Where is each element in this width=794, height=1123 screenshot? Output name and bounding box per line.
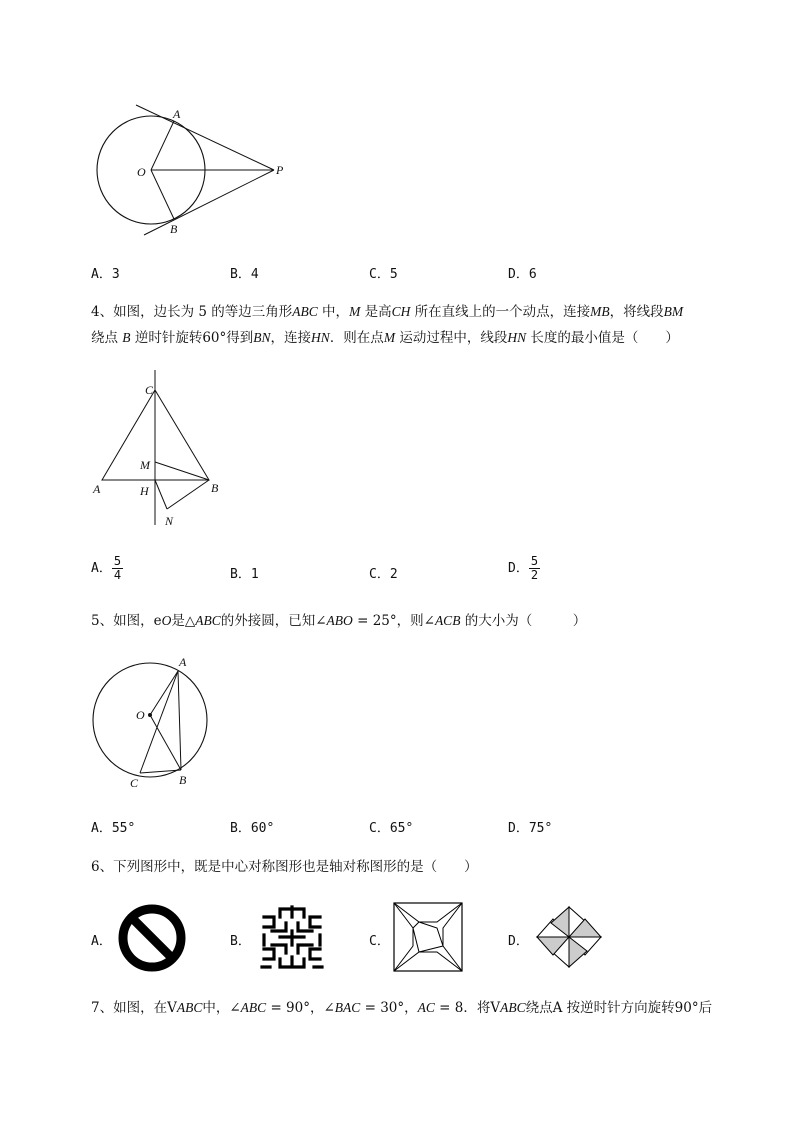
q4-label-b: B: [211, 481, 219, 495]
q5-option-d[interactable]: D．75°: [508, 821, 553, 836]
q5-label-a: A: [179, 655, 187, 669]
q4-label-h: H: [140, 484, 149, 498]
q5-label-o: O: [136, 708, 145, 722]
q6-stem: 6、下列图形中，既是中心对称图形也是轴对称图形的是（ ）: [91, 859, 478, 875]
q5-segment-ab: [178, 671, 181, 770]
q6-option-a[interactable]: A．: [91, 934, 112, 949]
q4-segment-hn: [155, 480, 167, 509]
q3-option-a[interactable]: A．3: [91, 267, 120, 282]
q4-label-m: M: [140, 458, 150, 472]
q5-center-dot: [148, 713, 152, 717]
q4-option-c[interactable]: C．2: [369, 567, 398, 582]
q3-option-b[interactable]: B．4: [230, 267, 259, 282]
q6-option-c[interactable]: C．: [369, 934, 390, 949]
q3-option-c[interactable]: C．5: [369, 267, 398, 282]
q4-option-d[interactable]: D． $\frac{5}{2}$: [508, 554, 539, 582]
q4-segment-mb: [155, 462, 209, 480]
q6-option-a-no-symbol-icon[interactable]: [117, 903, 187, 973]
q4-option-a-fraction: $\frac{5}{4}$: [113, 554, 122, 582]
q4-segment-bn: [167, 480, 209, 509]
q5-option-c[interactable]: C．65°: [369, 821, 414, 836]
q3-figure: [80, 100, 310, 250]
q4-label-a: A: [93, 482, 101, 496]
q3-segment-oa: [151, 121, 174, 170]
q4-option-d-fraction: $\frac{5}{2}$: [530, 554, 539, 582]
q4-option-b[interactable]: B．1: [230, 567, 259, 582]
q3-tangent-a: [136, 105, 274, 170]
q5-segment-ob: [150, 715, 181, 770]
q6-option-d[interactable]: D．: [508, 934, 529, 949]
q5-figure: [85, 652, 225, 790]
q3-label-a: A: [173, 107, 181, 121]
q3-tangent-b: [144, 170, 274, 235]
q6-option-b-maze-pattern-icon[interactable]: [260, 905, 324, 971]
q4-label-c: C: [145, 383, 154, 397]
q5-label-c: C: [130, 776, 139, 790]
q6-option-d-windmill-icon[interactable]: [535, 905, 603, 969]
q5-circle: [93, 663, 207, 777]
q7-stem: 7、如图，在VABC中，∠ABC = 90°，∠BAC = 30°，AC = 8．将VABC绕点A 按逆时针方向旋转90°后: [91, 1000, 713, 1016]
q3-option-d[interactable]: D．6: [508, 267, 537, 282]
q3-label-p: P: [276, 163, 284, 177]
q3-segment-ob: [151, 170, 174, 219]
q4-stem-line2: 绕点 B 逆时针旋转60°得到BN，连接HN．则在点M 运动过程中，线段HN 长度的最小值是（ ）: [91, 330, 679, 346]
q5-stem: 5、如图，eO是△ABC的外接圆，已知∠ABO = 25°，则∠ACB 的大小为（ ）: [91, 613, 587, 629]
q5-label-b: B: [179, 773, 187, 787]
q4-figure: [85, 368, 235, 533]
q6-option-c-pinwheel-square-icon[interactable]: [393, 902, 463, 972]
q5-option-b[interactable]: B．60°: [230, 821, 275, 836]
q4-label-n: N: [165, 514, 174, 528]
q5-option-a[interactable]: A．55°: [91, 821, 136, 836]
q4-option-a[interactable]: A． $\frac{5}{4}$: [91, 554, 122, 582]
q3-label-b: B: [170, 222, 178, 236]
q6-option-b[interactable]: B．: [230, 934, 251, 949]
q5-segment-ac: [140, 671, 178, 773]
q4-stem-line1: 4、如图，边长为 5 的等边三角形ABC 中，M 是高CH 所在直线上的一个动点，连接MB，将线段BM: [91, 304, 684, 320]
q3-label-o: O: [137, 165, 146, 179]
